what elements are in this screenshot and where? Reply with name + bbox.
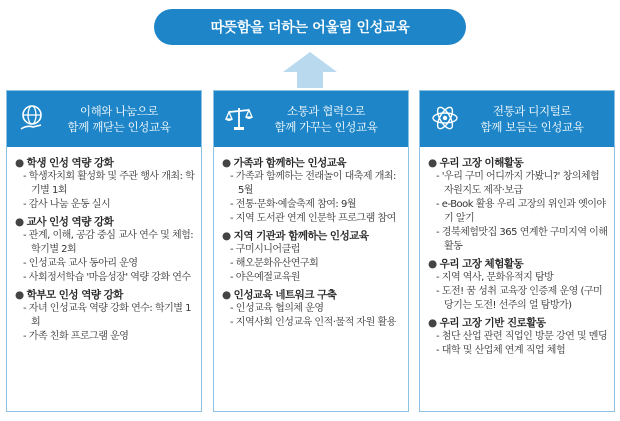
- list-item: - 구미시니어클럽: [230, 244, 300, 255]
- list-item: - 전통·문화·예술축제 참여: 9월: [230, 199, 356, 210]
- list-item: - 야은예절교육원: [230, 272, 300, 283]
- column-title-line2: 함께 가꾸는 인성교육: [274, 120, 378, 134]
- list-item: - 첨단 산업 관련 직업인 방문 강연 및 멘딩: [436, 331, 608, 342]
- column-title-line1: 전통과 디지털로: [492, 104, 572, 118]
- list-item: - '우리 구미 어디까지 가봤니?' 창의체험자원지도 제작·보급: [436, 171, 600, 196]
- column-title-line1: 이해와 나눔으로: [79, 104, 159, 118]
- column-communication: [213, 90, 409, 412]
- column-header: [214, 91, 408, 147]
- banner-title: 따뜻함을 더하는 어울림 인성교육: [210, 20, 410, 36]
- balance-scale-icon: [224, 103, 254, 133]
- column-title-line2: 함께 깨닫는 인성교육: [67, 120, 171, 134]
- section-title: ● 우리 고장 기반 진로활동: [428, 317, 546, 329]
- atom-icon: [430, 103, 460, 133]
- list-item: - 도전! 꿈 성취 교육장 인증제 운영 (구미 당기는 도전! 선주의 얼 탐방가): [436, 286, 603, 311]
- column-tradition-digital: [419, 90, 615, 412]
- column-title-line2: 함께 보듬는 인성교육: [480, 120, 584, 134]
- section-title: ● 지역 기관과 함께하는 인성교육: [222, 230, 369, 242]
- column-title-line1: 소통과 협력으로: [286, 104, 366, 118]
- section-title: ● 우리 고장 체험활동: [428, 258, 524, 270]
- list-item: - 학생자치회 활성화 및 주관 행사 개최: 학기별 1회: [23, 171, 195, 196]
- section-title: ● 학생 인성 역량 강화: [15, 157, 114, 169]
- list-item: - 가족과 함께하는 전래놀이 대축제 개최: 5월: [230, 171, 396, 196]
- list-item: - 관계, 이해, 공감 중심 교사 연수 및 체험: 학기별 2회: [23, 230, 194, 255]
- list-item: - 가족 친화 프로그램 운영: [23, 331, 129, 342]
- list-item: - 인성교육 협의체 운영: [230, 303, 324, 314]
- column-header: [420, 91, 614, 147]
- list-item: - 감사 나눔 운동 실시: [23, 199, 111, 210]
- list-item: - 지역 역사, 문화유적지 탐방: [436, 272, 554, 283]
- up-arrow-icon: [283, 52, 337, 88]
- section-title: ● 가족과 함께하는 인성교육: [222, 157, 347, 169]
- column-understanding: [6, 90, 202, 412]
- column-header: [7, 91, 201, 147]
- section-title: ● 인성교육 네트워크 구축: [222, 289, 337, 301]
- list-item: - 사회정서학습 '마음성장' 역량 강화 연수: [23, 272, 191, 283]
- list-item: - 경북체험맛집 365 연계한 구미지역 이해 활동: [436, 227, 608, 252]
- globe-hand-icon: [17, 103, 47, 133]
- section-title: ● 교사 인성 역량 강화: [15, 216, 114, 228]
- banner: [154, 9, 466, 45]
- list-item: - 해오문화유산연구회: [230, 258, 319, 269]
- section-title: ● 학부모 인성 역량 강화: [15, 289, 123, 301]
- list-item: - 인성교육 교사 동아리 운영: [23, 258, 138, 269]
- list-item: - 지역 도서관 연계 인문학 프로그램 참여: [230, 213, 396, 224]
- section-title: ● 우리 고장 이해활동: [428, 157, 524, 169]
- list-item: - e-Book 활용 우리 고장의 위인과 옛이야기 알기: [436, 199, 606, 224]
- list-item: - 자녀 인성교육 역량 강화 연수: 학기별 1회: [23, 303, 191, 328]
- list-item: - 대학 및 산업체 연계 직업 체험: [436, 345, 566, 356]
- list-item: - 지역사회 인성교육 인적·물적 자원 활용: [230, 317, 396, 328]
